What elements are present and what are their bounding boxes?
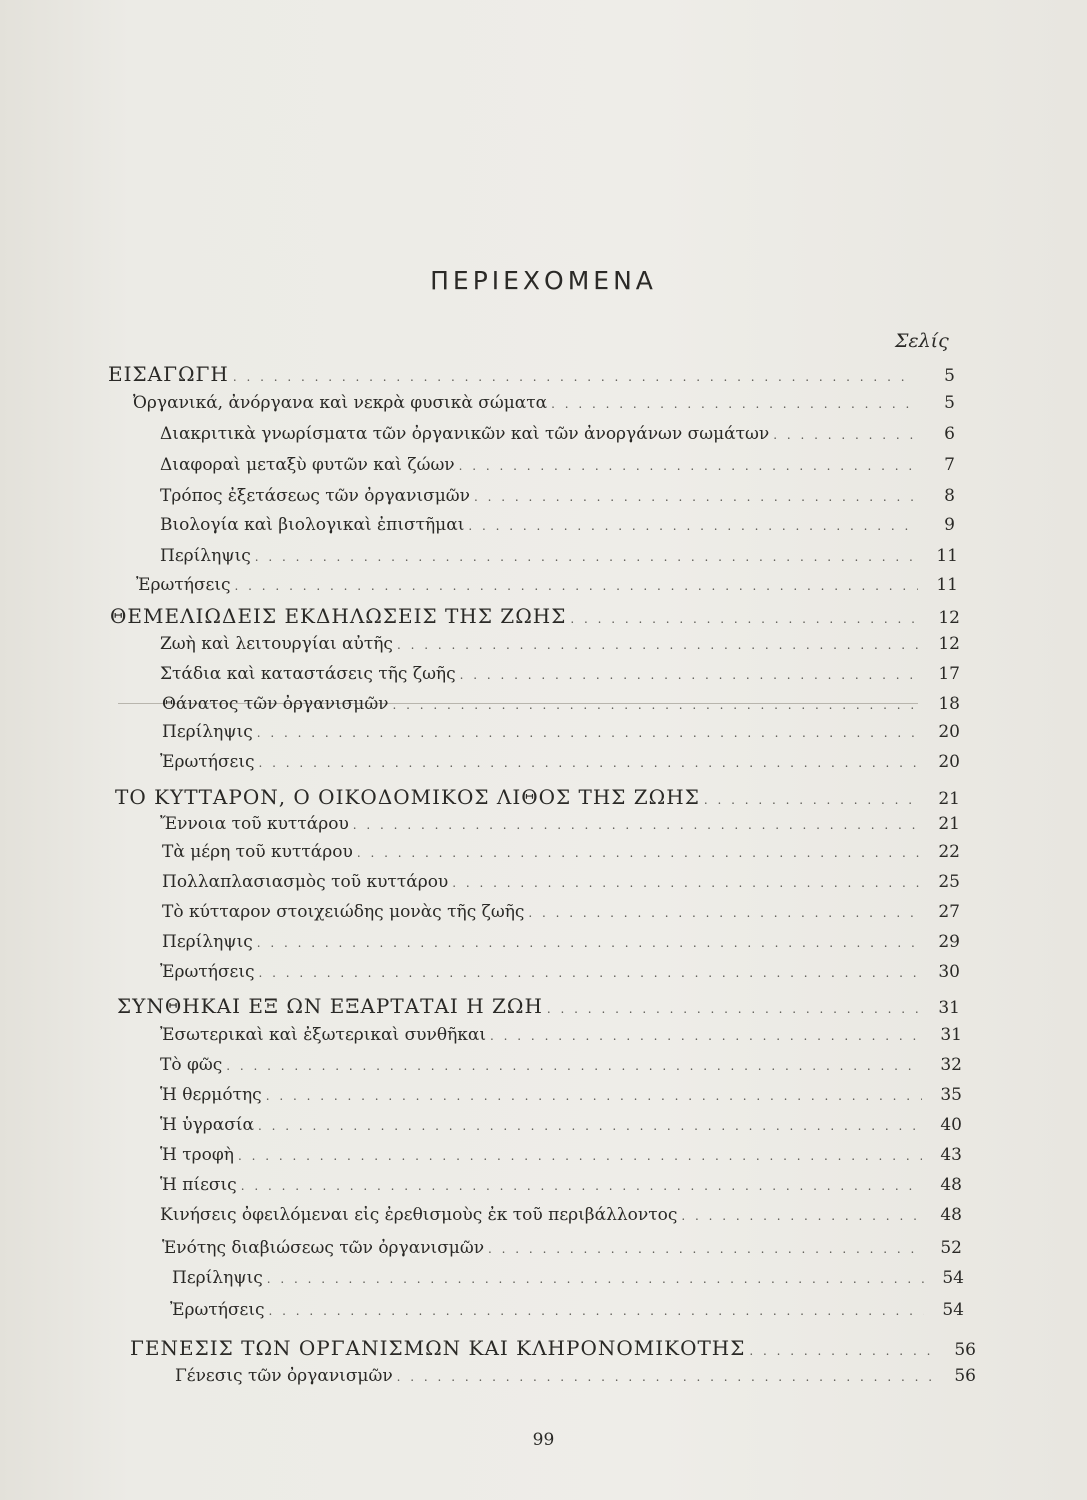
leader-dots (551, 397, 915, 411)
toc-section (108, 362, 955, 390)
toc-entry (170, 1300, 964, 1328)
leader-dots (570, 612, 920, 626)
toc-entry-title: Ζωὴ καὶ λειτουργίαι αὐτῆς (160, 634, 393, 654)
toc-entry (160, 1175, 962, 1203)
toc-entry-page: 52 (940, 1238, 962, 1258)
toc-entry-page: 56 (954, 1340, 976, 1360)
toc-entry-page: 35 (940, 1085, 962, 1105)
toc-entry-title: Διαφοραὶ μεταξὺ φυτῶν καὶ ζώων (160, 455, 455, 475)
leader-dots (393, 698, 920, 712)
toc-entry-page: 5 (944, 366, 955, 386)
toc-entry-page: 40 (940, 1115, 962, 1135)
toc-entry-page: 17 (938, 664, 960, 684)
toc-entry-page: 8 (944, 486, 955, 506)
toc-entry (160, 1025, 962, 1053)
toc-section (130, 1336, 976, 1364)
toc-entry-page: 12 (938, 608, 960, 628)
page-number: 99 (532, 1430, 555, 1450)
toc-entry-page: 22 (938, 842, 960, 862)
toc-entry-title: Τρόπος ἐξετάσεως τῶν ὀργανισμῶν (160, 486, 471, 506)
toc-entry-title: Γένεσις τῶν ὀργανισμῶν (175, 1366, 393, 1386)
toc-entry-title: Τὰ μέρη τοῦ κυττάρου (162, 842, 353, 862)
toc-entry-title: Ἡ θερμότης (160, 1085, 262, 1105)
toc-entry-title: Κινήσεις ὀφειλόμεναι εἰς ἐρεθισμοὺς ἐκ τοῦ περιβάλλοντος (160, 1205, 678, 1225)
toc-entry-page: 11 (936, 575, 958, 595)
leader-dots (704, 793, 920, 807)
toc-entry-title: Ἡ πίεσις (160, 1175, 237, 1195)
leader-dots (258, 1119, 922, 1133)
toc-entry-title: Περίληψις (160, 546, 251, 566)
toc-section (115, 785, 960, 813)
toc-entry-page: 31 (940, 1025, 962, 1045)
toc-entry-title: Περίληψις (162, 932, 253, 952)
toc-entry-title: Ἐρωτήσεις (160, 962, 255, 982)
leader-dots (547, 1002, 920, 1016)
toc-entry (162, 722, 960, 750)
toc-entry (160, 752, 960, 780)
toc-entry (160, 515, 955, 543)
toc-entry-title: Διακριτικὰ γνωρίσματα τῶν ὀργανικῶν καὶ τῶν ἀνοργάνων σωμάτων (160, 424, 770, 444)
toc-entry (160, 1055, 962, 1083)
toc-entry-page: 11 (936, 546, 958, 566)
toc-entry-title: Περίληψις (172, 1268, 263, 1288)
toc-entry (160, 424, 955, 452)
toc-entry (160, 486, 955, 514)
leader-dots (528, 906, 920, 920)
toc-entry-title: Ἡ ὑγρασία (160, 1115, 254, 1135)
toc-entry-title: Ὀργανικά, ἀνόργανα καὶ νεκρὰ φυσικὰ σώματα (133, 393, 548, 413)
toc-entry-page: 56 (954, 1366, 976, 1386)
toc-entry-title: ΕΙΣΑΓΩΓΗ (108, 362, 229, 386)
leader-dots (749, 1344, 936, 1358)
toc-entry (162, 1238, 962, 1266)
leader-dots (452, 876, 920, 890)
toc-entry (162, 842, 960, 870)
toc-entry-title: Ἐρωτήσεις (170, 1300, 265, 1320)
leader-dots (353, 818, 920, 832)
toc-entry-page: 7 (944, 455, 955, 475)
leader-dots (269, 1304, 924, 1318)
toc-entry (160, 814, 960, 842)
toc-entry-title: Θάνατος τῶν ὀργανισμῶν (162, 694, 389, 714)
leader-dots (235, 579, 918, 593)
toc-entry (162, 932, 960, 960)
toc-entry (162, 872, 960, 900)
toc-entry-page: 43 (940, 1145, 962, 1165)
toc-entry-title: Ἐρωτήσεις (136, 575, 231, 595)
toc-entry-page: 12 (938, 634, 960, 654)
toc-entry-title: ΓΕΝΕΣΙΣ ΤΩΝ ΟΡΓΑΝΙΣΜΩΝ ΚΑΙ ΚΛΗΡΟΝΟΜΙΚΟΤΗΣ (130, 1336, 746, 1360)
toc-entry-page: 20 (938, 752, 960, 772)
leader-dots (255, 550, 918, 564)
toc-entry-page: 29 (938, 932, 960, 952)
toc-entry (172, 1268, 964, 1296)
leader-dots (397, 638, 920, 652)
toc-entry-page: 31 (938, 998, 960, 1018)
leader-dots (233, 370, 915, 384)
toc-entry (160, 962, 960, 990)
toc-entry-title: Περίληψις (162, 722, 253, 742)
toc-entry-page: 27 (938, 902, 960, 922)
leader-dots (257, 726, 920, 740)
toc-entry-title: ΣΥΝΘΗΚΑΙ ΕΞ ΩΝ ΕΞΑΡΤΑΤΑΙ Η ΖΩΗ (117, 994, 543, 1018)
toc-entry-page: 6 (944, 424, 955, 444)
toc-entry (133, 393, 955, 421)
toc-entry (162, 694, 960, 722)
toc-entry (160, 1205, 962, 1233)
toc-entry-page: 30 (938, 962, 960, 982)
toc-entry-page: 5 (944, 393, 955, 413)
leader-dots (238, 1149, 922, 1163)
page-column-header: Σελίς (895, 330, 949, 352)
toc-entry (160, 546, 958, 574)
leader-dots (357, 846, 920, 860)
toc-entry-page: 54 (942, 1300, 964, 1320)
toc-entry-title: Ἐρωτήσεις (160, 752, 255, 772)
leader-dots (397, 1370, 936, 1384)
leader-dots (266, 1089, 922, 1103)
leader-dots (459, 459, 915, 473)
leader-dots (267, 1272, 924, 1286)
toc-entry (160, 1115, 962, 1143)
toc-entry-page: 25 (938, 872, 960, 892)
toc-entry-page: 21 (938, 814, 960, 834)
toc-entry-title: Πολλαπλασιασμὸς τοῦ κυττάρου (162, 872, 449, 892)
toc-entry-page: 32 (940, 1055, 962, 1075)
toc-entry-page: 48 (940, 1205, 962, 1225)
leader-dots (259, 966, 920, 980)
toc-entry-title: Ἑνότης διαβιώσεως τῶν ὀργανισμῶν (162, 1238, 485, 1258)
toc-entry (160, 664, 960, 692)
leader-dots (468, 519, 915, 533)
leader-dots (257, 936, 920, 950)
toc-entry-page: 21 (938, 789, 960, 809)
leader-dots (681, 1209, 922, 1223)
toc-entry-title: Τὸ κύτταρον στοιχειώδης μονὰς τῆς ζωῆς (162, 902, 525, 922)
leader-dots (241, 1179, 922, 1193)
leader-dots (488, 1242, 922, 1256)
toc-entry (175, 1366, 976, 1394)
page-title: ΠΕΡΙΕΧΟΜΕΝΑ (430, 266, 657, 295)
toc-section (110, 604, 960, 632)
toc-entry-title: Βιολογία καὶ βιολογικαὶ ἐπιστῆμαι (160, 515, 465, 535)
toc-entry-page: 18 (938, 694, 960, 714)
leader-dots (226, 1059, 922, 1073)
toc-entry-title: Ἔννοια τοῦ κυττάρου (160, 814, 349, 834)
toc-entry-title: ΘΕΜΕΛΙΩΔΕΙΣ ΕΚΔΗΛΩΣΕΙΣ ΤΗΣ ΖΩΗΣ (110, 604, 567, 628)
toc-section (117, 994, 960, 1022)
leader-dots (460, 668, 920, 682)
leader-dots (474, 490, 915, 504)
toc-entry (162, 902, 960, 930)
toc-entry (160, 1145, 962, 1173)
toc-entry (160, 634, 960, 662)
toc-entry-title: Στάδια καὶ καταστάσεις τῆς ζωῆς (160, 664, 456, 684)
toc-entry-page: 9 (944, 515, 955, 535)
toc-entry-title: ΤΟ ΚΥΤΤΑΡΟΝ, Ο ΟΙΚΟΔΟΜΙΚΟΣ ΛΙΘΟΣ ΤΗΣ ΖΩΗΣ (115, 785, 700, 809)
toc-entry (160, 455, 955, 483)
toc-entry-title: Ἡ τροφὴ (160, 1145, 234, 1165)
leader-dots (773, 428, 915, 442)
toc-entry-title: Τὸ φῶς (160, 1055, 223, 1075)
leader-dots (259, 756, 920, 770)
toc-entry-title: Ἐσωτερικαὶ καὶ ἐξωτερικαὶ συνθῆκαι (160, 1025, 487, 1045)
toc-entry-page: 20 (938, 722, 960, 742)
toc-entry (160, 1085, 962, 1113)
leader-dots (490, 1029, 922, 1043)
toc-entry-page: 48 (940, 1175, 962, 1195)
toc-entry-page: 54 (942, 1268, 964, 1288)
toc-entry (136, 575, 958, 603)
